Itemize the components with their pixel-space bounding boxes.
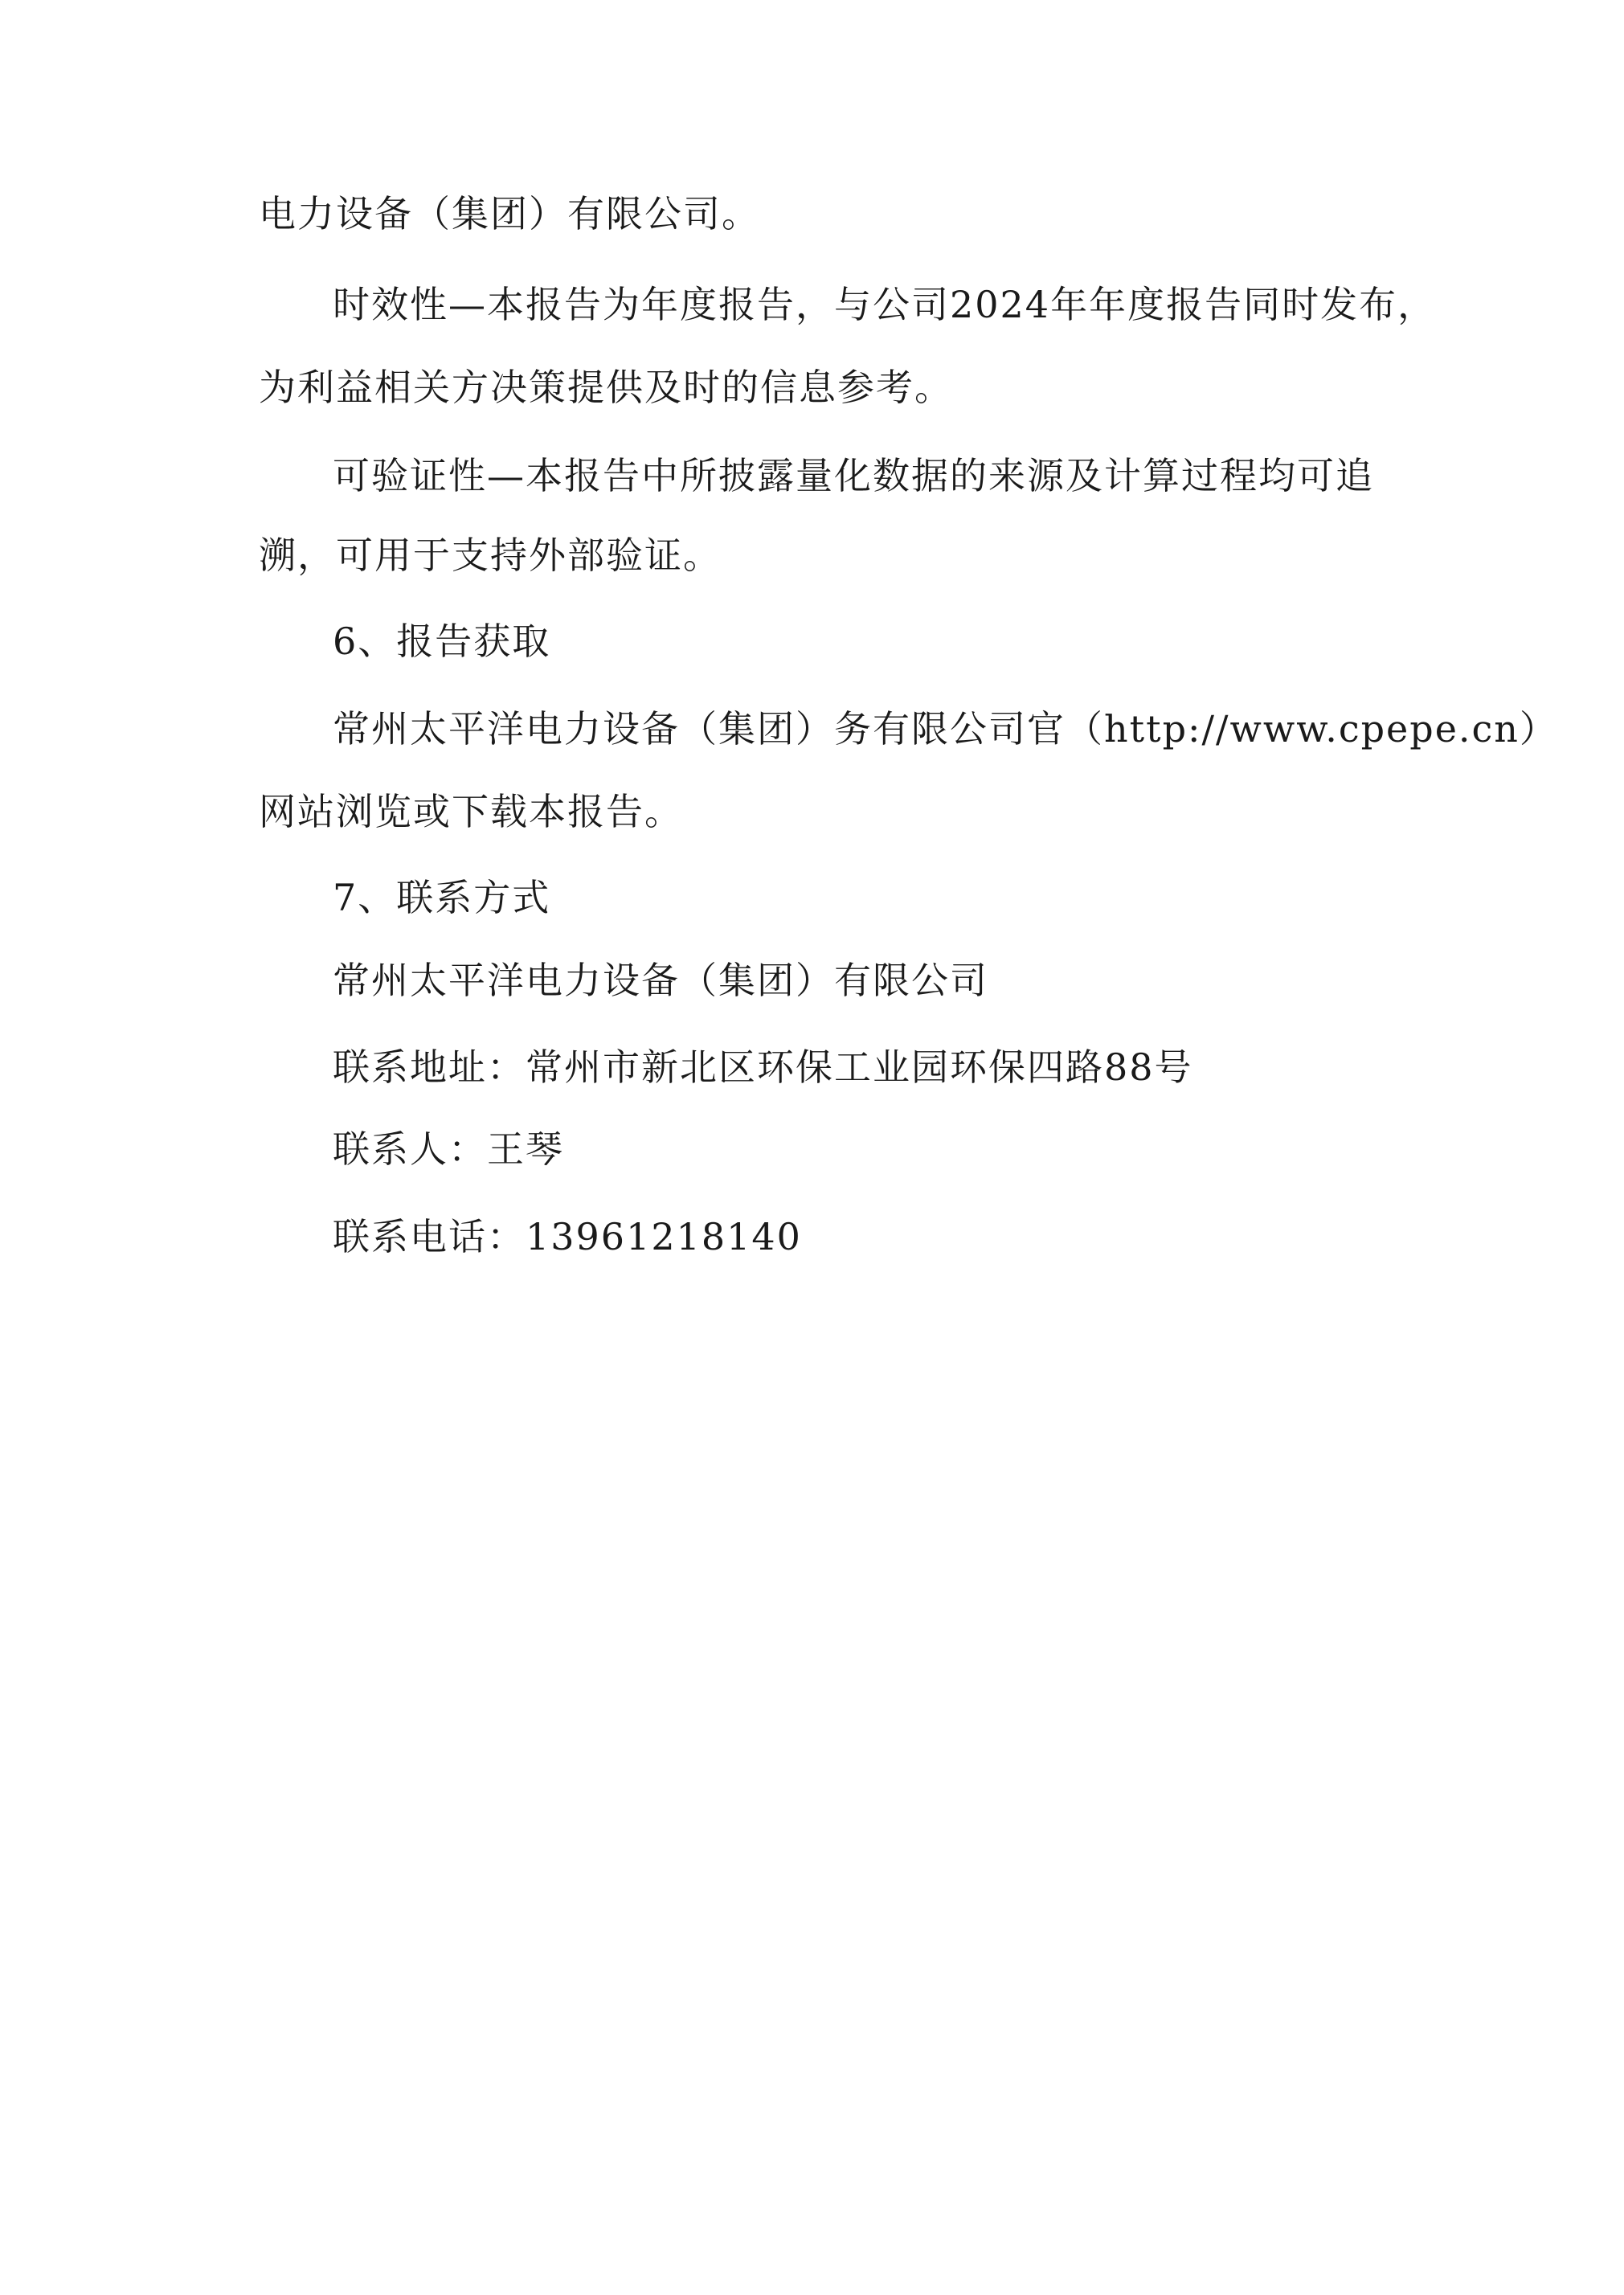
section-heading-report-access: 6、报告获取 bbox=[333, 620, 551, 663]
section-heading-contact: 7、联系方式 bbox=[333, 876, 551, 919]
paragraph-line-company-tail: 电力设备（集团）有限公司。 bbox=[259, 192, 760, 235]
paragraph-line-timeliness-cont: 为利益相关方决策提供及时的信息参考。 bbox=[259, 366, 953, 409]
contact-company: 常州太平洋电力设备（集团）有限公司 bbox=[333, 959, 988, 1002]
paragraph-line-report-access-cont: 网站浏览或下载本报告。 bbox=[259, 790, 683, 833]
paragraph-line-verifiability-cont: 溯，可用于支持外部验证。 bbox=[259, 534, 722, 577]
contact-person: 联系人：王琴 bbox=[333, 1127, 564, 1171]
paragraph-line-report-access: 常州太平洋电力设备（集团）务有限公司官（http://www.cpepe.cn） bbox=[333, 707, 1558, 751]
paragraph-line-verifiability: 可验证性—本报告中所披露量化数据的来源及计算过程均可追 bbox=[333, 454, 1374, 497]
contact-address: 联系地址：常州市新北区环保工业园环保四路88号 bbox=[333, 1045, 1193, 1089]
contact-phone: 联系电话：13961218140 bbox=[333, 1215, 802, 1258]
paragraph-line-timeliness: 时效性—本报告为年度报告，与公司2024年年度报告同时发布， bbox=[333, 283, 1437, 326]
